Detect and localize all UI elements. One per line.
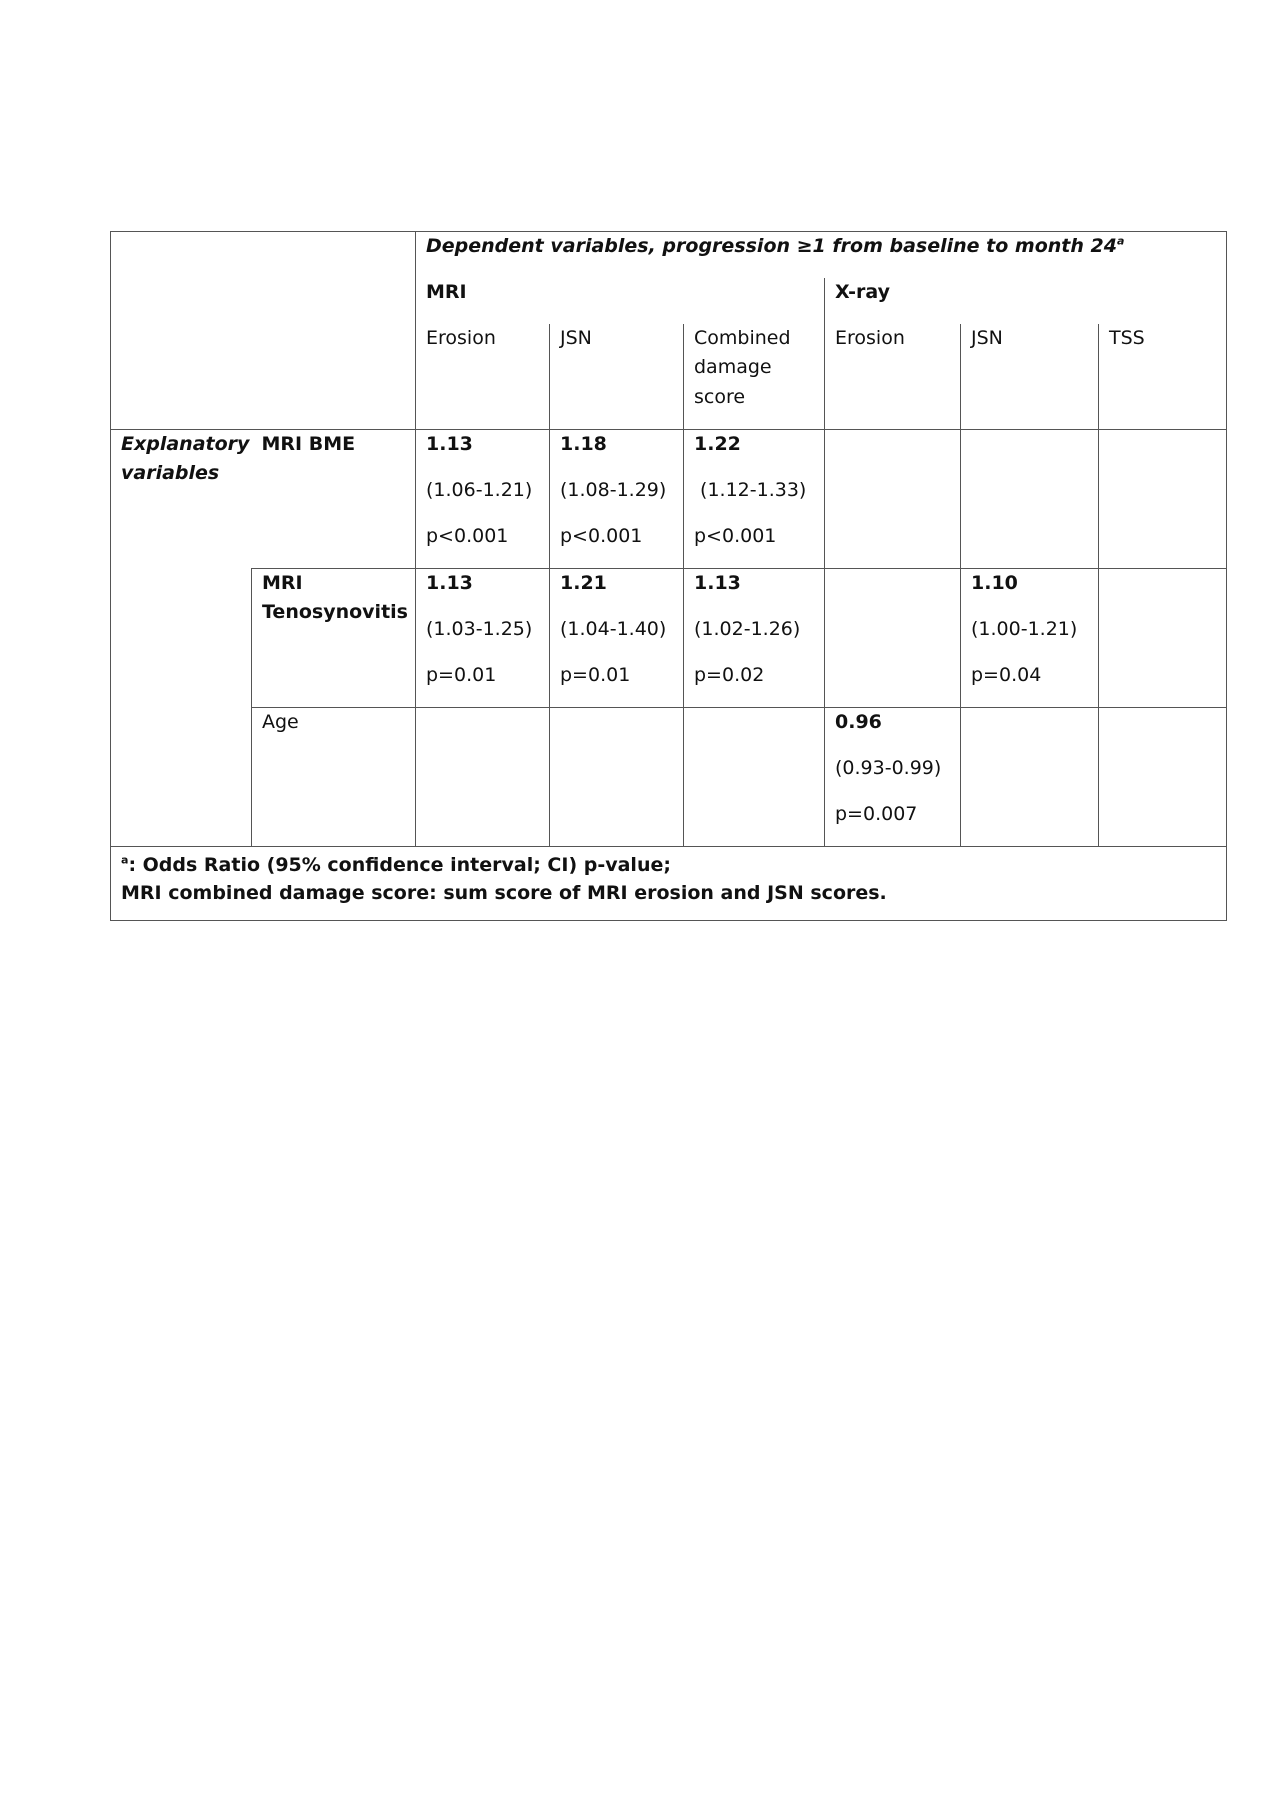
cell-bme-combined: 1.22 (1.12-1.33) p<0.001 (684, 429, 825, 568)
table-row (111, 429, 1227, 568)
table-row (111, 568, 1227, 707)
cell-teno-tss (1099, 568, 1227, 707)
column-header-mri-jsn: JSN (550, 324, 684, 429)
row-label-mri-tenosynovitis: MRI Tenosynovitis (252, 568, 416, 707)
row-label-age: Age (252, 707, 416, 846)
group-xray: X-ray (825, 278, 1227, 324)
cell-age-mri-erosion (416, 707, 550, 846)
cell-age-xray-jsn (961, 707, 1099, 846)
table-footnote: $^a$: Odds Ratio (95% confidence interval; CI) p-value; MRI combined damage score: sum score of MRI erosion and JSN scores. (111, 846, 1227, 920)
cell-teno-mri-erosion: 1.13 (1.03-1.25) p=0.01 (416, 568, 550, 707)
column-header-xray-erosion: Erosion (825, 324, 961, 429)
cell-age-xray-erosion: 0.96 (0.93-0.99) p=0.007 (825, 707, 961, 846)
cell-teno-combined: 1.13 (1.02-1.26) p=0.02 (684, 568, 825, 707)
cell-bme-mri-erosion: 1.13 (1.06-1.21) p<0.001 (416, 429, 550, 568)
cell-age-tss (1099, 707, 1227, 846)
cell-teno-xray-erosion (825, 568, 961, 707)
cell-teno-xray-jsn: 1.10 (1.00-1.21) p=0.04 (961, 568, 1099, 707)
cell-age-mri-jsn (550, 707, 684, 846)
column-header-combined-damage-score: Combined damage score (684, 324, 825, 429)
row-group-label: Explanatory variables (111, 429, 252, 846)
cell-bme-xray-erosion (825, 429, 961, 568)
table-row (111, 707, 1227, 846)
dependent-variables-header: Dependent variables, progression ≥1 from baseline to month 24$^a$ (416, 232, 1227, 279)
cell-bme-mri-jsn: 1.18 (1.08-1.29) p<0.001 (550, 429, 684, 568)
cell-bme-xray-jsn (961, 429, 1099, 568)
header-corner (111, 232, 416, 430)
column-header-xray-jsn: JSN (961, 324, 1099, 429)
cell-teno-mri-jsn: 1.21 (1.04-1.40) p=0.01 (550, 568, 684, 707)
cell-bme-tss (1099, 429, 1227, 568)
column-header-tss: TSS (1099, 324, 1227, 429)
results-table (110, 231, 1227, 921)
cell-age-combined (684, 707, 825, 846)
column-header-mri-erosion: Erosion (416, 324, 550, 429)
group-mri: MRI (416, 278, 825, 324)
row-label-mri-bme: MRI BME (252, 429, 416, 568)
